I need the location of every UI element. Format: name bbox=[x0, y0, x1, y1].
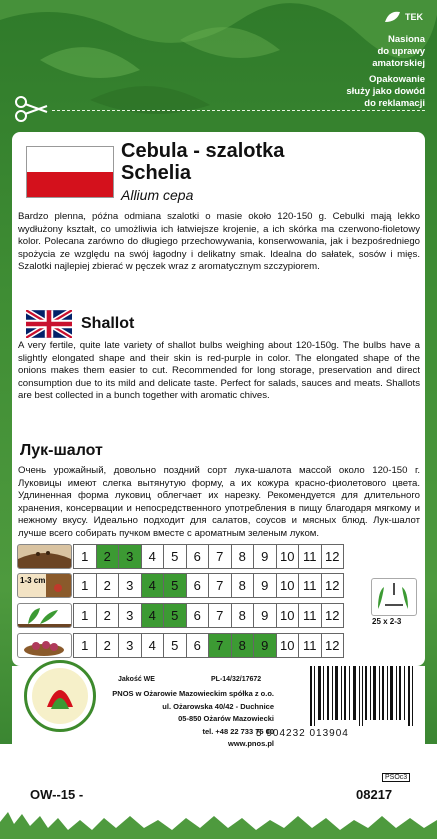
month-cell: 9 bbox=[253, 573, 277, 598]
grass-decoration bbox=[0, 812, 437, 839]
month-cell: 12 bbox=[321, 603, 345, 628]
uk-flag-icon bbox=[26, 310, 72, 338]
month-cell: 10 bbox=[276, 573, 300, 598]
company-city: 05-850 Ożarów Mazowiecki bbox=[178, 714, 274, 723]
quality-code: PL-14/32/17672 bbox=[211, 676, 262, 683]
tek-label: TEK bbox=[405, 12, 423, 22]
month-cell: 4 bbox=[141, 603, 165, 628]
month-cell: 4 bbox=[141, 633, 165, 658]
month-cell: 2 bbox=[96, 603, 120, 628]
notice-line: do uprawy bbox=[377, 46, 425, 57]
month-cell: 8 bbox=[231, 603, 255, 628]
product-title bbox=[121, 140, 284, 184]
month-cell: 6 bbox=[186, 573, 210, 598]
sowing-icon bbox=[17, 544, 72, 569]
description-en: A very fertile, quite late variety of shallot bulbs weighing about 120-150g. The bulbs have a slightly elongated shape and their skin is red-purple in color. The elongated shape of the onions makes them easier to cut. Recommended for long storage, preservation and direct consumption due to its mild and delicate taste. Perfect for salads, sauces and meats. Shallots are best collected in a bunch together with aromatic chives. bbox=[18, 340, 420, 401]
company-address bbox=[112, 688, 274, 751]
poland-flag-icon bbox=[26, 146, 114, 198]
month-cell: 5 bbox=[163, 633, 187, 658]
month-cell: 1 bbox=[73, 544, 97, 569]
batch-code: OW--15 - bbox=[30, 787, 84, 802]
scissors-icon bbox=[14, 96, 48, 122]
month-cell: 7 bbox=[208, 573, 232, 598]
month-cell: 10 bbox=[276, 603, 300, 628]
month-cell: 9 bbox=[253, 633, 277, 658]
planting-depth-icon bbox=[17, 573, 72, 598]
notice-line: Opakowanie bbox=[369, 74, 425, 85]
product-code: 08217 bbox=[356, 787, 393, 802]
month-cell: 4 bbox=[141, 544, 165, 569]
month-cell: 3 bbox=[118, 633, 142, 658]
month-cell: 11 bbox=[298, 633, 322, 658]
month-cell: 5 bbox=[163, 544, 187, 569]
month-cell: 1 bbox=[73, 573, 97, 598]
company-web: www.pnos.pl bbox=[228, 739, 274, 748]
month-cell: 2 bbox=[96, 633, 120, 658]
month-cell: 3 bbox=[118, 573, 142, 598]
calendar-row-harvest bbox=[74, 633, 344, 658]
company-phone: tel. +48 22 733 75 00 bbox=[202, 726, 274, 736]
month-cell: 12 bbox=[321, 633, 345, 658]
month-cell: 11 bbox=[298, 544, 322, 569]
amateur-notice bbox=[372, 34, 425, 70]
company-street: ul. Ożarowska 40/42 - Duchnice bbox=[162, 701, 274, 711]
quality-label: Jakość WE bbox=[118, 676, 155, 683]
barcode-number: 5 904232 013904 bbox=[256, 728, 349, 739]
notice-line: do reklamacji bbox=[364, 98, 425, 109]
month-cell: 10 bbox=[276, 633, 300, 658]
calendar-row-planting bbox=[74, 573, 344, 598]
month-cell: 12 bbox=[321, 544, 345, 569]
month-cell: 9 bbox=[253, 544, 277, 569]
section-title-en: Shallot bbox=[81, 315, 135, 332]
spacing-icon bbox=[371, 578, 417, 616]
month-cell: 8 bbox=[231, 573, 255, 598]
depth-label: 1-3 cm bbox=[20, 576, 46, 585]
month-cell: 3 bbox=[118, 544, 142, 569]
title-line: Cebula - szalotka bbox=[121, 140, 285, 162]
month-cell: 4 bbox=[141, 573, 165, 598]
month-cell: 11 bbox=[298, 573, 322, 598]
section-title-ru: Лук-шалот bbox=[20, 442, 103, 459]
month-cell: 8 bbox=[231, 544, 255, 569]
month-cell: 11 bbox=[298, 603, 322, 628]
month-cell: 7 bbox=[208, 603, 232, 628]
spacing-label: 25 x 2-3 bbox=[372, 617, 402, 626]
leaf-icon bbox=[383, 10, 401, 24]
cut-line bbox=[52, 110, 425, 111]
variety-name: Schelia bbox=[121, 162, 192, 184]
month-cell: 7 bbox=[208, 633, 232, 658]
month-cell: 5 bbox=[163, 573, 187, 598]
tek-badge bbox=[383, 10, 423, 24]
description-pl: Bardzo plenna, późna odmiana szalotki o masie około 120-150 g. Cebulki mają lekko wydłużony kształt, co umożliwia ich łatwiejsze krojenie, a ich skórka ma czerwono-fioletowy kolor. Polecana zarówno do długiego przechowywania, konserwowania, jak i bezpośredniego spożycia ze względu na swój łagodny i delikatny smak. Idealna do sałatek, sosów i mięs. Szalotki najlepiej zbierać w pęczek wraz z aromatycznym szczypiorem. bbox=[18, 211, 420, 272]
month-cell: 7 bbox=[208, 544, 232, 569]
month-cell: 1 bbox=[73, 633, 97, 658]
month-cell: 1 bbox=[73, 603, 97, 628]
notice-line: Nasiona bbox=[388, 34, 425, 45]
month-cell: 3 bbox=[118, 603, 142, 628]
calendar-row-care bbox=[74, 603, 344, 628]
calendar-row-sowing bbox=[74, 544, 344, 569]
company-name: PNOS w Ożarowie Mazowieckim spółka z o.o. bbox=[112, 689, 274, 698]
month-cell: 8 bbox=[231, 633, 255, 658]
description-ru: Очень урожайный, довольно поздний сорт лука-шалота массой около 120-150 г. Луковицы имеют слегка вытянутую форму, а их кожура красно-фиолетового цвета. Удлиненная форма луковиц облегчает их нарезку. Рекомендуется для длительного хранения, консервации и непосредственного употребления в пищу благодаря мягкому и нежному вкусу. Идеально подходит для салатов, соусов и мясных блюд. Лук-шалот лучше всего собирать пучком вместе с ароматным зеленым луком. bbox=[18, 465, 420, 539]
month-cell: 2 bbox=[96, 573, 120, 598]
month-cell: 2 bbox=[96, 544, 120, 569]
care-icon bbox=[17, 603, 72, 628]
latin-name: Allium cepa bbox=[121, 187, 194, 203]
month-cell: 5 bbox=[163, 603, 187, 628]
psoc-code: PSOc3 bbox=[382, 773, 410, 782]
month-cell: 10 bbox=[276, 544, 300, 569]
harvest-icon bbox=[17, 633, 72, 658]
company-logo bbox=[24, 660, 96, 732]
month-cell: 6 bbox=[186, 633, 210, 658]
month-cell: 12 bbox=[321, 573, 345, 598]
month-cell: 6 bbox=[186, 603, 210, 628]
notice-line: amatorskiej bbox=[372, 58, 425, 69]
month-cell: 6 bbox=[186, 544, 210, 569]
notice-line: służy jako dowód bbox=[346, 86, 425, 97]
month-cell: 9 bbox=[253, 603, 277, 628]
packaging-notice bbox=[346, 74, 425, 110]
